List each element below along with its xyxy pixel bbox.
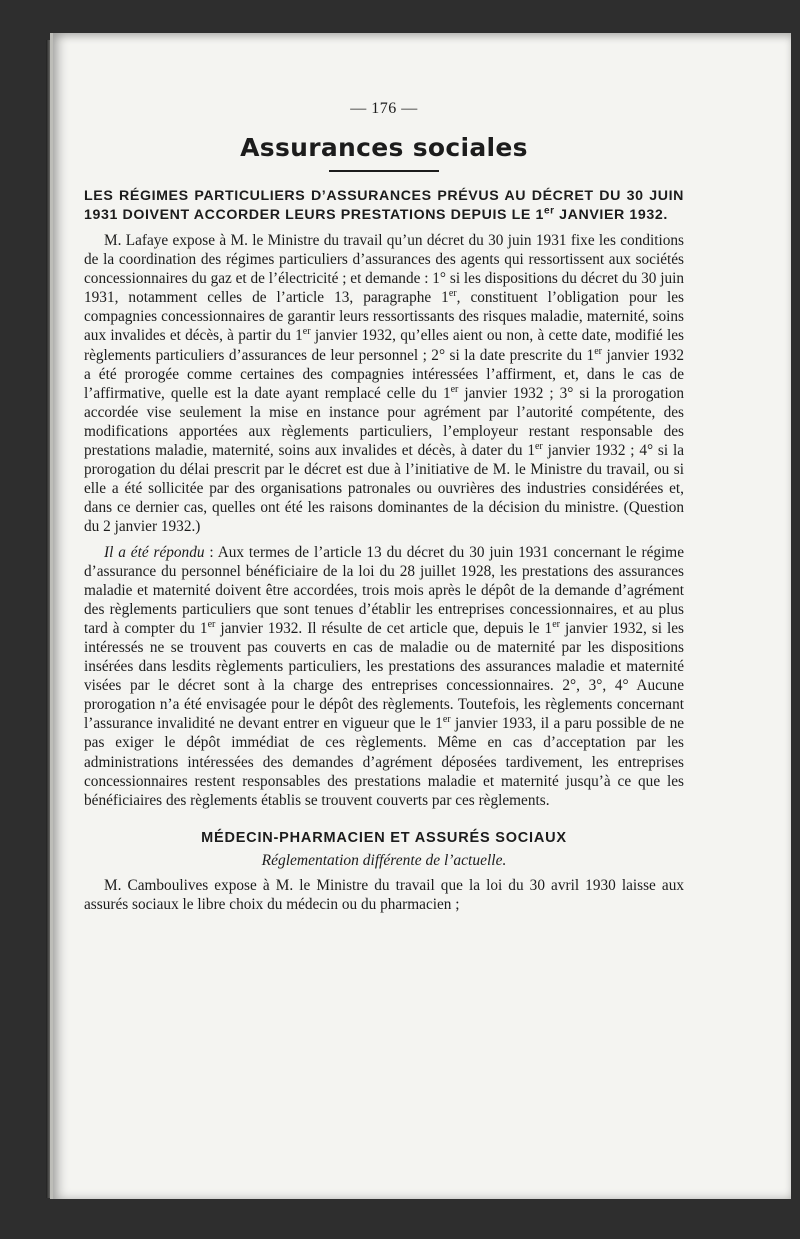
text-run: janvier 1932 a été prorogée comme certaines des compagnies intéressées l’affirment, et, dans le cas de l’affirmative, quelle est la date ayant remplacé celle du 1 xyxy=(84,346,685,402)
section-heading-medecin: MÉDECIN-PHARMACIEN ET ASSURÉS SOCIAUX xyxy=(201,829,567,846)
page-content xyxy=(84,70,684,914)
page-number: — 176 — xyxy=(350,100,418,117)
superscript: er xyxy=(442,714,451,726)
title-rule xyxy=(329,170,439,172)
superscript: er xyxy=(448,288,457,300)
section-heading-regimes xyxy=(84,187,684,225)
text-run: janvier 1932. Il résulte de cet article que, depuis le 1 xyxy=(215,619,553,637)
text-run: : Aux termes de l’article 13 du décret du 30 juin 1931 concernant le régime d’assurance du personnel bénéficiaire de la loi du 28 juillet 1928, les prestations des assurances maladie et maternité doivent être accordées, trois mois après le dépôt de la demande d’agrément des règlements particuliers que sont tenues d’établir les entreprises concessionnaires, et au plus tard à compter du 1 xyxy=(84,543,684,637)
text-run: , constituent l’obligation pour les compagnies concessionnaires de garantir leurs ressortissants des risques maladie, maternité, soins aux invalides et décès, à partir du 1 xyxy=(84,289,684,345)
heading-text: JANVIER 1932. xyxy=(554,207,668,223)
heading-text: LES RÉGIMES PARTICULIERS D’ASSURANCES PRÉVUS AU DÉCRET DU 30 JUIN 1931 DOIVENT ACCORDER LEURS PRESTATIONS DEPUIS LE 1 xyxy=(84,188,684,223)
superscript: er xyxy=(594,345,602,357)
text-run: janvier 1933, il a paru possible de ne pas exiger le dépôt immédiat de ces règlements. Même en cas d’acceptation par les administrations intéressées des demandes d’agrément déposées tardivement, les entreprises concessionnaires restent responsables des prestations maladie et maternité jusqu’à ce que les bénéficiaires des règlements établis se trouvent couverts par ces règlements. xyxy=(84,715,685,809)
text-run: janvier 1932, si les intéressés ne se trouvent pas couverts en cas de maladie ou de maternité par les dispositions insérées dans lesdits règlements particuliers, les prestations des assurances maladie et maternité visées par le décret sont à la charge des entreprises concessionnaires. 2°, 3°, 4° Aucune prorogation n’a été envisagée pour le dépôt des règlements. Toutefois, les règlements concernant l’assurance invalidité ne devant entrer en vigueur que le 1 xyxy=(84,619,684,733)
superscript: er xyxy=(534,440,543,452)
question-paragraph xyxy=(84,231,684,537)
text-run: janvier 1932 ; 3° si la prorogation accordée vise seulement la mise en instance pour agrément par l’autorité compétente, des modifications apportées aux règlements particuliers, l’employeur restant responsable des prestations maladie, maternité, soins aux invalides et décès, à dater du 1 xyxy=(84,384,684,460)
page-title: Assurances sociales xyxy=(240,133,528,162)
superscript: er xyxy=(450,383,459,395)
section-subheading: Réglementation différente de l’actuelle. xyxy=(261,851,507,869)
cambroulives-paragraph: M. Camboulives expose à M. le Ministre du travail que la loi du 30 avril 1930 laisse aux assurés sociaux le libre choix du médecin ou du pharmacien ; xyxy=(84,876,684,913)
answer-paragraph xyxy=(84,543,684,810)
superscript: er xyxy=(302,326,311,338)
text-run: M. Lafaye expose à M. le Ministre du travail qu’un décret du 30 juin 1931 fixe les conditions de la coordination des régimes particuliers d’assurances des agents qui ressortissent aux sociétés concessionnaires du gaz et de l’électricité ; et demande : 1° si les dispositions du décret du 30 juin 1931, notamment celles de l’article 13, paragraphe 1 xyxy=(84,232,684,307)
superscript: er xyxy=(543,205,555,217)
text-run: janvier 1932 ; 4° si la prorogation du délai prescrit par le décret est due à l’initiative de M. le Ministre du travail, ou si elle a été sollicitée par des organisations patronales ou ouvrières des industries considérées et, dans ce dernier cas, quelles ont été les raisons dominantes de la décision du ministre. (Question du 2 janvier 1932.) xyxy=(84,442,684,536)
superscript: er xyxy=(207,618,216,630)
superscript: er xyxy=(552,618,560,630)
text-run: janvier 1932, qu’elles aient ou non, à cette date, modifié les règlements particuliers d’assurances de leur personnel ; 2° si la date prescrite du 1 xyxy=(84,327,685,364)
answer-lead: Il a été répondu xyxy=(104,543,205,561)
